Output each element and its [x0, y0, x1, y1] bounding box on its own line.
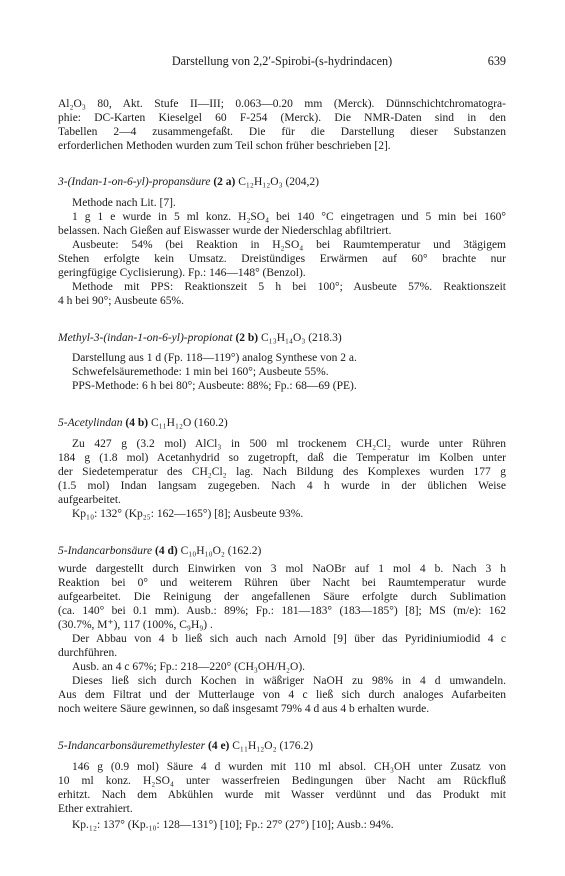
body-line: Der Abbau von 4 b ließ sich auch nach Arnold [9] über das Pyridiniumiodid 4 c: [72, 633, 506, 645]
compound-label: (2 b): [235, 332, 259, 344]
compound-heading: [58, 544, 506, 558]
body-line: Kp.₁₂: 137° (Kp.₁₀: 128—131°) [10]; Fp.: 27° (27°) [10]; Ausb.: 94%.: [72, 819, 394, 831]
body-line: erhitzt. Nach dem Abkühlen wurde mit Wasser verdünnt und das Produkt mit: [58, 789, 506, 801]
body-line: Dieses ließ sich durch Kochen in wäßriger NaOH zu 98% in 4 d umwandeln.: [72, 675, 506, 687]
body-line: Ausbeute: 54% (bei Reaktion in H₂SO₄ bei Raumtemperatur und 3tägigem: [72, 239, 506, 251]
running-title: Darstellung von 2,2′-Spirobi-(s-hydrindacen): [171, 54, 393, 68]
body-line: 1 g 1 e wurde in 5 ml konz. H₂SO₄ bei 140 °C eingetragen und 5 min bei 160°: [72, 211, 506, 223]
body-line: Aus dem Filtrat und der Mutterlauge von 4 c ließ sich durch analoges Aufarbeiten: [58, 689, 506, 701]
body-line: Schwefelsäuremethode: 1 min bei 160°; Ausbeute 55%.: [72, 366, 329, 378]
body-line: Methode nach Lit. [7].: [72, 197, 176, 209]
compound-name: 5-Acetylindan: [58, 417, 123, 429]
compound-formula: C₁₁H₁₂O (160.2): [150, 417, 228, 429]
compound-name: 3-(Indan-1-on-6-yl)-propansäure: [58, 176, 211, 188]
body-line: durchführen.: [58, 647, 118, 659]
body-line: Zu 427 g (3.2 mol) AlCl₃ in 500 ml trockenem CH₂Cl₂ wurde unter Rühren: [72, 438, 506, 450]
compound-heading: [58, 416, 506, 430]
compound-name: 5-Indancarbonsäure: [58, 545, 153, 557]
body-line: 4 h bei 90°; Ausbeute 65%.: [58, 295, 184, 307]
compound-heading: [58, 175, 506, 189]
compound-heading: [58, 739, 506, 753]
body-line: aufgearbeitet.: [58, 494, 121, 506]
body-line: noch weitere Säure gewinnen, so daß insgesamt 79% 4 d aus 4 b erhalten wurde.: [58, 703, 430, 715]
page-number: 639: [487, 54, 506, 68]
body-line: Ausb. an 4 c 67%; Fp.: 218—220° (CH₃OH/H₂O).: [72, 661, 306, 673]
compound-formula: C₁₀H₁₀O₂ (162.2): [180, 545, 262, 557]
running-header: [58, 54, 506, 70]
body-line: Ether extrahiert.: [58, 803, 133, 815]
body-line: 184 g (1.8 mol) Acetanhydrid so zugetropft, daß die Temperatur im Kolben unter: [58, 452, 506, 464]
body-line: (30.7%, M⁺), 117 (100%, C₉H₉) .: [58, 619, 213, 631]
compound-label: (4 b): [125, 417, 149, 429]
body-line: Methode mit PPS: Reaktionszeit 5 h bei 100°; Ausbeute 57%. Reaktionszeit: [72, 281, 506, 293]
intro-line: phie: DC-Karten Kieselgel 60 F-254 (Merck). Die NMR-Daten sind in den: [58, 112, 506, 124]
compound-heading: [58, 331, 506, 345]
intro-line: Tabellen 2—4 zusammengefaßt. Die für die Darstellung dieser Substanzen: [58, 126, 506, 138]
body-line: Reaktion bei 0° und weiterem Rühren über Nacht bei Raumtemperatur wurde: [58, 577, 506, 589]
body-line: PPS-Methode: 6 h bei 80°; Ausbeute: 88%; Fp.: 68—69 (PE).: [72, 380, 357, 392]
body-line: (1.5 mol) Indan langsam zugegeben. Nach 4 h wurde in der üblichen Weise: [58, 480, 506, 492]
body-line: Stehen erfolgte kein Umsatz. Dreistündiges Erwärmen auf 60° brachte nur: [58, 253, 506, 265]
body-line: Darstellung aus 1 d (Fp. 118—119°) analog Synthese von 2 a.: [72, 352, 357, 364]
intro-line: erforderlichen Methoden wurden zum Teil schon früher beschrieben [2].: [58, 140, 391, 152]
compound-label: (2 a): [213, 176, 236, 188]
body-line: belassen. Nach Gießen auf Eiswasser wurde der Niederschlag abfiltriert.: [58, 225, 392, 237]
body-line: aufgearbeitet. Die Reinigung der angefallenen Säure erfolgte durch Sublimation: [58, 591, 506, 603]
body-line: der Siedetemperatur des CH₂Cl₂ lag. Nach Bildung des Komplexes wurden 177 g: [58, 466, 506, 478]
compound-formula: C₁₃H₁₄O₃ (218.3): [261, 332, 342, 344]
compound-name: Methyl-3-(indan-1-on-6-yl)-propionat: [58, 332, 233, 344]
intro-line: Al₂O₃ 80, Akt. Stufe II—III; 0.063—0.20 mm (Merck). Dünnschichtchromatogra-: [58, 98, 506, 110]
compound-label: (4 e): [208, 740, 230, 752]
compound-formula: C₁₂H₁₂O₃ (204,2): [238, 176, 319, 188]
body-line: Kp₁₀: 132° (Kp₂₅: 162—165°) [8]; Ausbeute 93%.: [72, 508, 304, 520]
compound-formula: C₁₁H₁₂O₂ (176.2): [232, 740, 314, 752]
compound-label: (4 d): [155, 545, 178, 557]
body-line: 146 g (0.9 mol) Säure 4 d wurden mit 110 ml absol. CH₃OH unter Zusatz von: [72, 761, 506, 773]
body-line: (ca. 140° bei 0.1 mm). Ausb.: 89%; Fp.: 181—183° (183—185°) [8]; MS (m/e): 162: [58, 605, 506, 617]
body-line: 10 ml konz. H₂SO₄ unter wasserfreien Bedingungen über Nacht am Rückfluß: [58, 775, 506, 787]
body-line: geringfügige Cyclisierung). Fp.: 146—148° (Benzol).: [58, 267, 306, 279]
compound-name: 5-Indancarbonsäuremethylester: [58, 740, 206, 752]
body-line: wurde dargestellt durch Einwirken von 3 mol NaOBr auf 1 mol 4 b. Nach 3 h: [58, 563, 506, 575]
